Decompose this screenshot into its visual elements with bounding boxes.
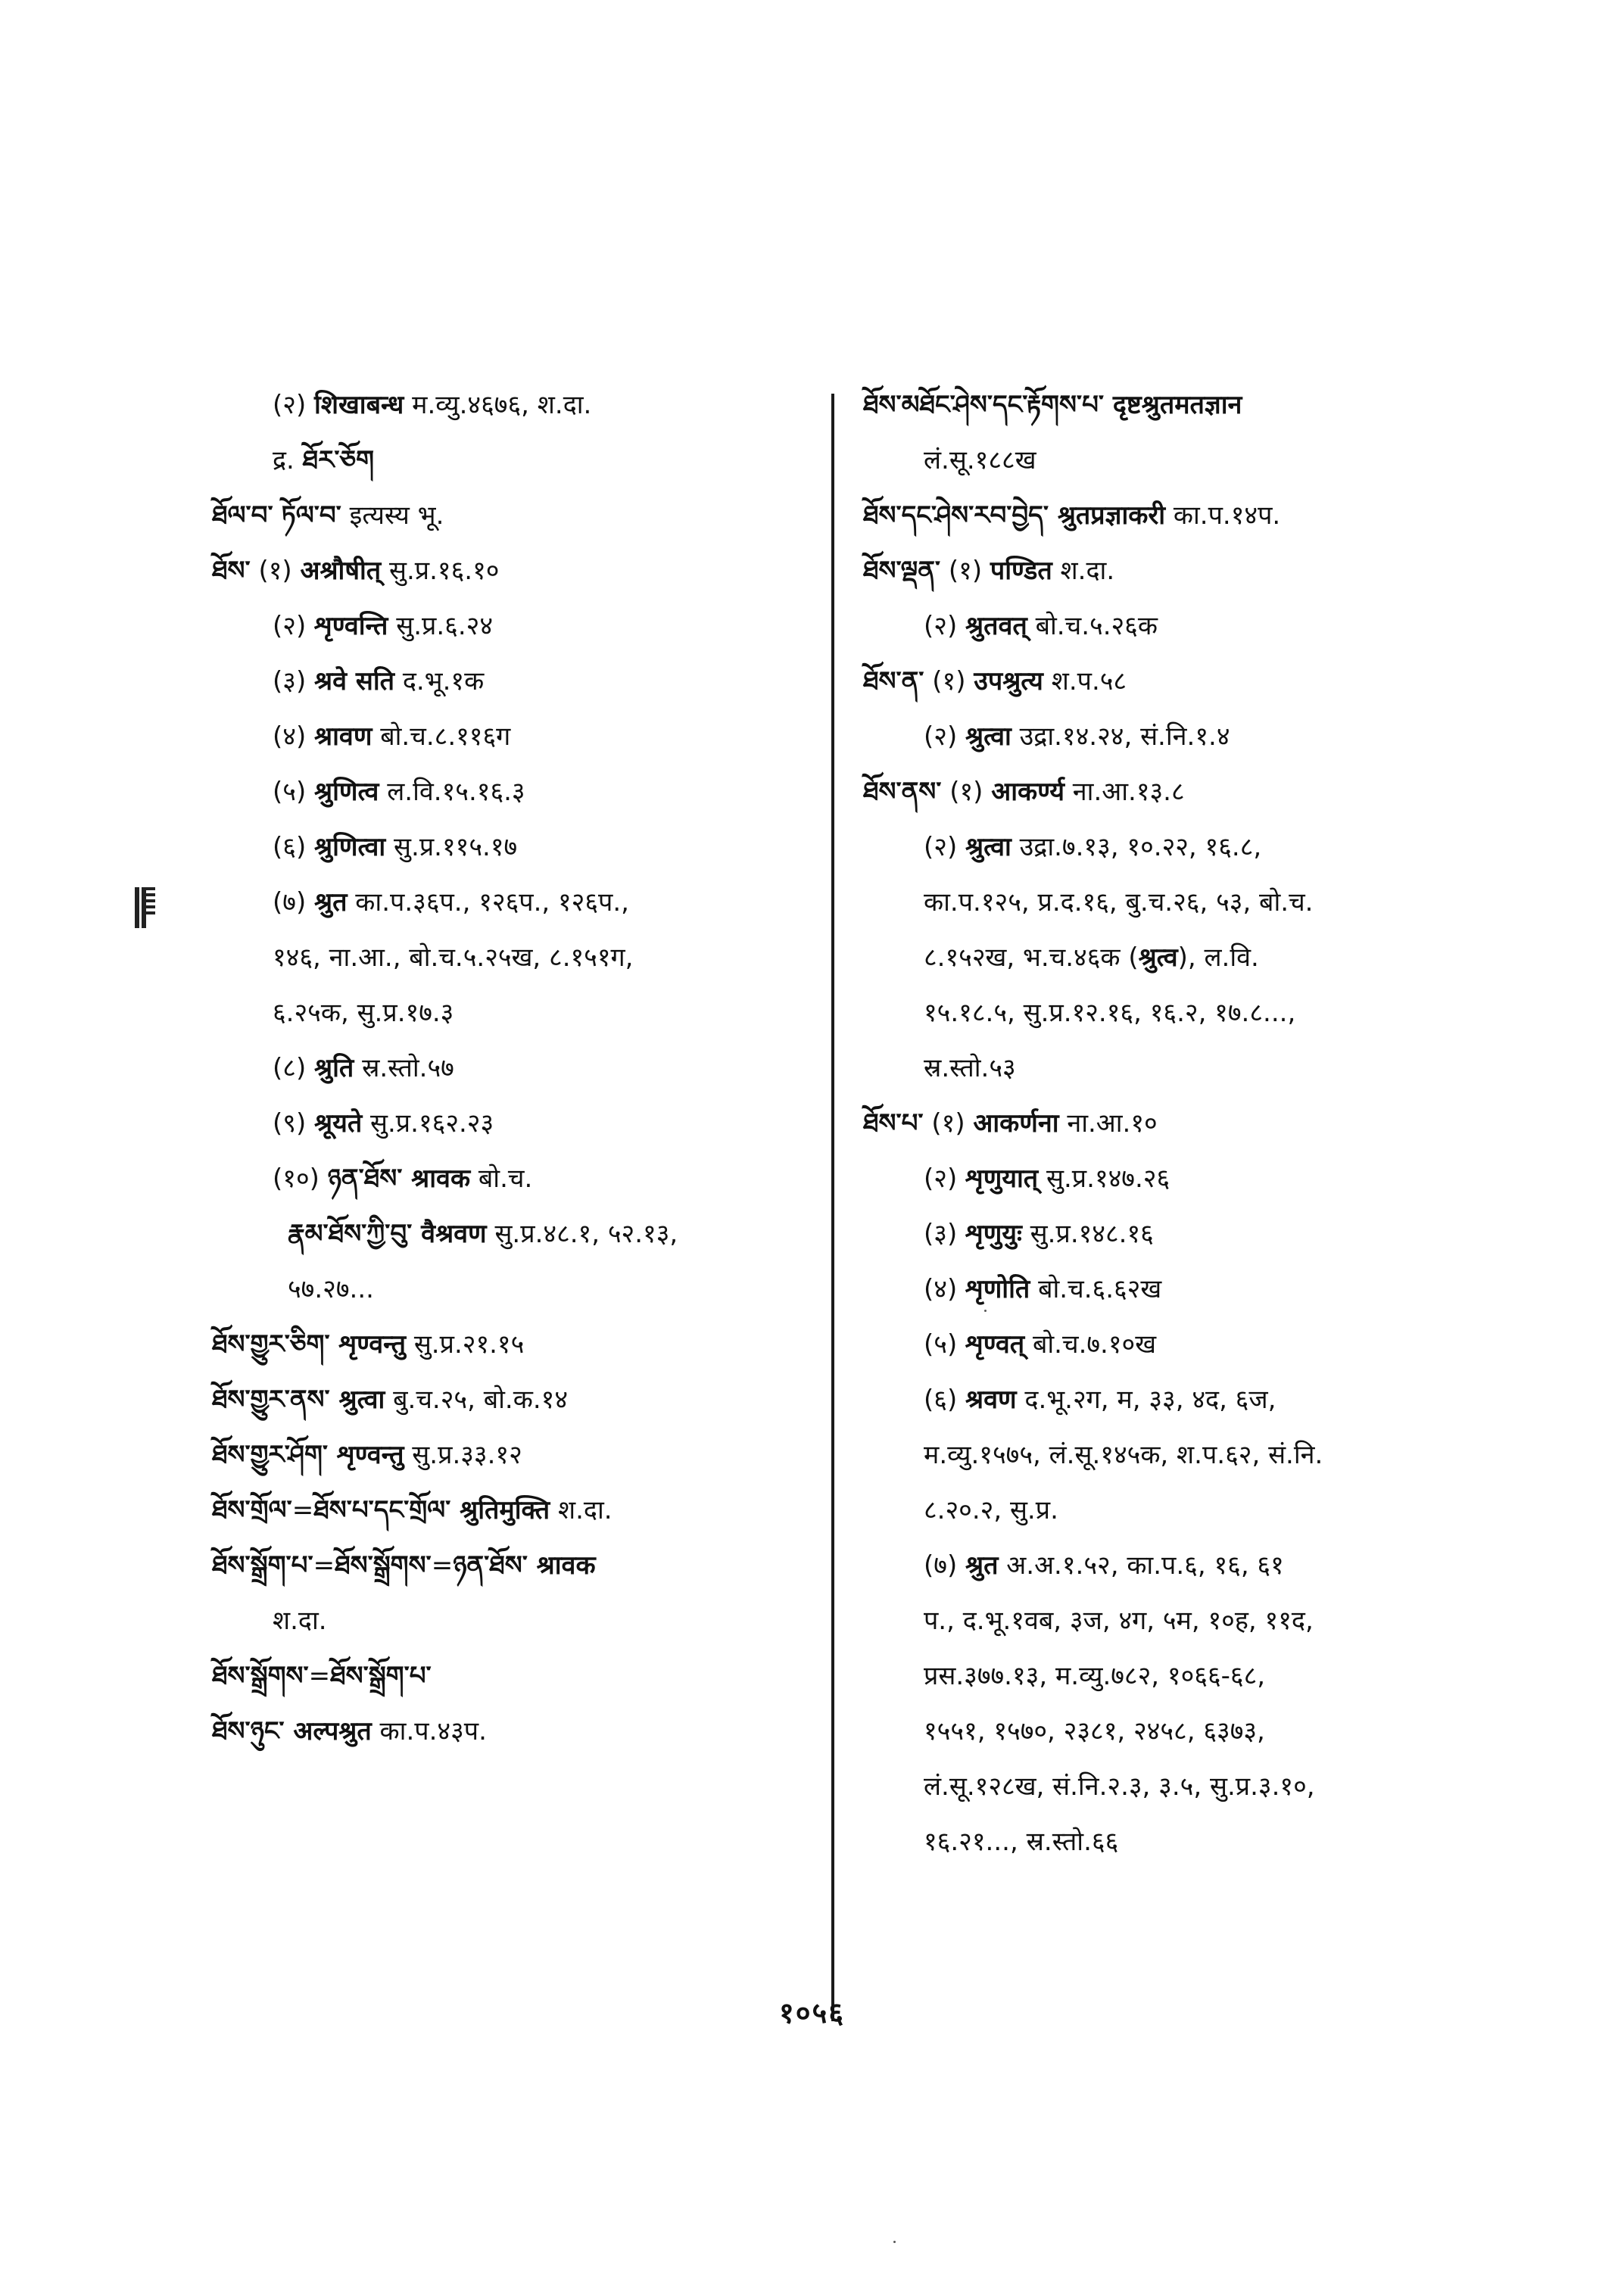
dictionary-entry-line xyxy=(863,1104,1454,1142)
tibetan-headword: ཐོས་གྱུར་ནས་ xyxy=(212,1385,330,1415)
dictionary-entry-line xyxy=(212,1381,810,1419)
tibetan-headword: ཐོས་གྲོལ་ xyxy=(212,1495,292,1525)
reference-text: श.प.५८ xyxy=(1043,666,1127,696)
sanskrit-equivalent: अश्रौषीत् xyxy=(300,556,382,586)
reference-text: (१) xyxy=(250,556,301,586)
reference-text: लं.सू.१२८ख, सं.नि.२.३, ३.५, सु.प्र.३.१०, xyxy=(924,1771,1315,1802)
sanskrit-equivalent: श्रावण xyxy=(314,721,372,752)
sanskrit-equivalent: वैश्रवण xyxy=(412,1219,487,1249)
sanskrit-equivalent: श्रुतप्रज्ञाकरी xyxy=(1049,500,1166,531)
reference-text: (१) xyxy=(940,556,990,586)
reference-text: (२) xyxy=(273,390,315,420)
sanskrit-equivalent: शृण्वत् xyxy=(965,1329,1025,1360)
column-divider xyxy=(831,394,834,2021)
dictionary-entry-line xyxy=(863,1547,1454,1584)
sanskrit-equivalent: श्रुत्वा xyxy=(965,721,1011,752)
reference-text: ५७.२७... xyxy=(288,1274,374,1304)
sanskrit-equivalent: श्रूयते xyxy=(314,1108,363,1139)
dictionary-entry-line xyxy=(863,1049,1454,1087)
reference-text: १४६, ना.आ., बो.च.५.२५ख, ८.१५१ग, xyxy=(273,942,634,973)
reference-text: (५) xyxy=(924,1329,966,1360)
dictionary-entry-line xyxy=(863,718,1454,756)
dictionary-entry-line xyxy=(212,441,810,479)
sanskrit-equivalent: श्रुणित्व xyxy=(314,777,379,807)
sanskrit-equivalent: शिखाबन्ध xyxy=(314,390,404,420)
reference-text: ), ल.वि. xyxy=(1177,942,1259,973)
reference-text: ८.२०.२, सु.प्र. xyxy=(924,1495,1058,1525)
sanskrit-equivalent: श्रुति xyxy=(314,1053,354,1083)
tibetan-headword: ཐོས་ལྡན་ xyxy=(863,556,941,586)
dictionary-entry-line xyxy=(212,1657,810,1695)
reference-text: (२) xyxy=(924,1164,966,1194)
dictionary-entry-line xyxy=(863,1602,1454,1640)
speck xyxy=(984,1310,987,1312)
reference-text: बु.च.२५, बो.क.१४ xyxy=(385,1385,569,1415)
dictionary-entry-line xyxy=(863,1436,1454,1474)
dictionary-entry-line xyxy=(212,773,810,811)
dictionary-entry-line xyxy=(863,386,1454,424)
reference-text: बो.च. xyxy=(470,1164,533,1194)
dictionary-entry-line xyxy=(212,939,810,977)
reference-text: प्रस.३७७.१३, म.व्यु.७८२, १०६६-६८, xyxy=(924,1661,1266,1691)
dictionary-entry-line xyxy=(863,994,1454,1032)
tibetan-headword: ཏོལ་བ་ xyxy=(281,500,341,531)
dictionary-entry-line xyxy=(212,1215,810,1253)
sanskrit-equivalent: श्रुतिमुक्ति xyxy=(450,1495,550,1525)
dictionary-entry-line xyxy=(212,1602,810,1640)
dictionary-entry-line xyxy=(863,1768,1454,1805)
reference-text: सु.प्र.४८.१, ५२.१३, xyxy=(486,1219,678,1249)
sanskrit-equivalent: शृण्वन्ति xyxy=(314,611,388,641)
dictionary-entry-line xyxy=(863,1270,1454,1308)
reference-text: (४) xyxy=(273,721,315,752)
reference-text: सु.प्र.१४७.२६ xyxy=(1038,1164,1170,1194)
reference-text: (३) xyxy=(924,1219,966,1249)
reference-text: ना.आ.१० xyxy=(1058,1108,1158,1139)
dictionary-entry-line xyxy=(863,1712,1454,1750)
sanskrit-equivalent: श्रुणित्वा xyxy=(314,832,386,862)
reference-text: बो.च.६.६२ख xyxy=(1030,1274,1162,1304)
tibetan-headword: ཉན་ཐོས་ xyxy=(327,1164,403,1194)
reference-text: (१) xyxy=(941,777,992,807)
reference-text: का.प.३६प., १२६प., १२६प., xyxy=(347,887,629,918)
reference-text: बो.च.८.११६ग xyxy=(372,721,511,752)
reference-text: (७) xyxy=(924,1550,966,1581)
reference-text: सु.प्र.११५.१७ xyxy=(385,832,518,862)
tibetan-headword: ཐོས་སྒྲོགས་ xyxy=(212,1661,309,1691)
sanskrit-equivalent: आकर्ण्य xyxy=(991,777,1064,807)
speck xyxy=(893,2241,896,2243)
dictionary-entry-line xyxy=(212,1436,810,1474)
reference-text: = xyxy=(291,1495,314,1525)
dictionary-entry-line xyxy=(212,1104,810,1142)
reference-text: (१०) xyxy=(273,1164,328,1194)
tibetan-headword: ཐོས་ཉུང་ xyxy=(212,1716,285,1746)
sanskrit-equivalent: श्रुतवत् xyxy=(965,611,1027,641)
dictionary-entry-line xyxy=(863,662,1454,700)
reference-text: ल.वि.१५.१६.३ xyxy=(379,777,525,807)
reference-text: सु.प्र.१४८.१६ xyxy=(1021,1219,1154,1249)
tibetan-headword: ཐོས་ xyxy=(212,556,251,586)
reference-text: द्र. xyxy=(273,445,303,475)
reference-text: श.दा. xyxy=(273,1606,327,1636)
tibetan-headword: ཐོས་དང་ཤེས་རབ་བྱེད་ xyxy=(863,500,1049,531)
dictionary-entry-line xyxy=(212,552,810,590)
sanskrit-equivalent: श्रुत xyxy=(965,1550,999,1581)
dictionary-entry-line xyxy=(863,1326,1454,1363)
dictionary-entry-line xyxy=(212,386,810,424)
reference-text: ६.२५क, सु.प्र.१७.३ xyxy=(273,998,454,1028)
reference-text: अ.अ.१.५२, का.प.६, १६, ६१ xyxy=(998,1550,1284,1581)
tibetan-headword: ཐོར་ཅོག xyxy=(302,445,375,475)
tibetan-headword: ཐོས་སྒྲོག་པ་ xyxy=(330,1661,432,1691)
reference-text: (८) xyxy=(273,1053,315,1083)
reference-text: (२) xyxy=(924,611,966,641)
dictionary-entry-line xyxy=(863,1823,1454,1861)
dictionary-entry-line xyxy=(863,828,1454,866)
sanskrit-equivalent: शृणोति xyxy=(965,1274,1030,1304)
reference-text: का.प.१४प. xyxy=(1165,500,1281,531)
reference-text: (५) xyxy=(273,777,315,807)
tibetan-headword: ཐོས་པ་དང་གྲོལ་ xyxy=(313,1495,451,1525)
dictionary-entry-line xyxy=(863,607,1454,645)
tibetan-headword: ཐོས་ན་ xyxy=(863,666,924,696)
reference-text: (६) xyxy=(273,832,315,862)
reference-text: (२) xyxy=(924,721,966,752)
reference-text: प., द.भू.१वब, ३ज, ४ग, ५म, १०ह, ११द, xyxy=(924,1606,1314,1636)
reference-text: (६) xyxy=(924,1385,966,1415)
sanskrit-equivalent: शृणुयुः xyxy=(965,1219,1022,1249)
dictionary-entry-line xyxy=(212,1326,810,1363)
reference-text: ८.१५२ख, भ.च.४६क ( xyxy=(924,942,1139,973)
left-column xyxy=(212,386,810,1768)
reference-text: द.भू.२ग, म, ३३, ४द, ६ज, xyxy=(1016,1385,1276,1415)
reference-text: (९) xyxy=(273,1108,315,1139)
dictionary-entry-line xyxy=(212,1049,810,1087)
tibetan-headword: ཐོལ་བ་ xyxy=(212,500,273,531)
reference-text: स्र.स्तो.५७ xyxy=(354,1053,454,1083)
reference-text: = xyxy=(313,1550,335,1581)
sanskrit-equivalent: श्रुत्वा xyxy=(965,832,1011,862)
reference-text: द.भू.१क xyxy=(394,666,485,696)
sanskrit-equivalent: श्रुत्व xyxy=(1138,942,1178,973)
margin-mark-icon xyxy=(135,887,156,928)
dictionary-entry-line xyxy=(212,883,810,921)
tibetan-headword: ཐོས་ནས་ xyxy=(863,777,942,807)
tibetan-headword: རྣམ་ཐོས་ཀྱི་བུ་ xyxy=(288,1219,413,1249)
reference-text: (७) xyxy=(273,887,315,918)
sanskrit-equivalent: दृष्टश्रुतमतज्ञान xyxy=(1104,390,1242,420)
reference-text: १५५१, १५७०, २३८१, २४५८, ६३७३, xyxy=(924,1716,1265,1746)
reference-text: सु.प्र.३३.१२ xyxy=(404,1440,522,1470)
reference-text: ना.आ.१३.८ xyxy=(1064,777,1185,807)
reference-text: बो.च.७.१०ख xyxy=(1024,1329,1157,1360)
page-number: १०५६ xyxy=(778,1996,846,2030)
sanskrit-equivalent: श्रावक xyxy=(402,1164,471,1194)
dictionary-entry-line xyxy=(212,1491,810,1529)
tibetan-headword: ཐོས་པ་ xyxy=(863,1108,924,1139)
sanskrit-equivalent: पण्डित xyxy=(990,556,1052,586)
reference-text: उद्रा.७.१३, १०.२२, १६.८, xyxy=(1011,832,1262,862)
sanskrit-equivalent: श्रावक xyxy=(527,1550,596,1581)
reference-text xyxy=(273,500,282,531)
sanskrit-equivalent: शृणुयात् xyxy=(965,1164,1039,1194)
reference-text: (१) xyxy=(923,1108,974,1139)
tibetan-headword: ཐོས་གྱུར་ཤོག་ xyxy=(212,1440,329,1470)
reference-text: १६.२१..., स्र.स्तो.६६ xyxy=(924,1827,1119,1857)
tibetan-headword: ཐོས་མཐོང་ཤེས་དང་རྟོགས་པ་ xyxy=(863,390,1105,420)
reference-text: बो.च.५.२६क xyxy=(1027,611,1158,641)
reference-text: सु.प्र.२१.१५ xyxy=(406,1329,525,1360)
dictionary-entry-line xyxy=(212,828,810,866)
sanskrit-equivalent: शृण्वन्तु xyxy=(328,1440,404,1470)
dictionary-entry-line xyxy=(212,718,810,756)
dictionary-entry-line xyxy=(863,1491,1454,1529)
reference-text: (४) xyxy=(924,1274,966,1304)
sanskrit-equivalent: उपश्रुत्य xyxy=(974,666,1043,696)
dictionary-entry-line xyxy=(863,773,1454,811)
reference-text: (२) xyxy=(273,611,315,641)
reference-text: सु.प्र.६.२४ xyxy=(388,611,494,641)
dictionary-entry-line xyxy=(863,1215,1454,1253)
dictionary-entry-line xyxy=(863,939,1454,977)
reference-text: इत्यस्य भू. xyxy=(341,500,444,531)
dictionary-entry-line xyxy=(863,497,1454,534)
dictionary-entry-line xyxy=(212,994,810,1032)
dictionary-entry-line xyxy=(863,1657,1454,1695)
reference-text: स्र.स्तो.५३ xyxy=(924,1053,1016,1083)
dictionary-entry-line xyxy=(212,1160,810,1198)
sanskrit-equivalent: श्रुत्वा xyxy=(329,1385,385,1415)
dictionary-entry-line xyxy=(863,1381,1454,1419)
reference-text: श.दा. xyxy=(1052,556,1115,586)
dictionary-entry-line xyxy=(212,1712,810,1750)
reference-text: (३) xyxy=(273,666,315,696)
tibetan-headword: ཐོས་སྒྲོགས་ xyxy=(335,1550,432,1581)
reference-text: लं.सू.१८८ख xyxy=(924,445,1036,475)
right-column xyxy=(863,386,1454,1878)
reference-text: का.प.१२५, प्र.द.१६, बु.च.२६, ५३, बो.च. xyxy=(924,887,1314,918)
tibetan-headword: ཐོས་སྒྲོག་པ་ xyxy=(212,1550,313,1581)
dictionary-entry-line xyxy=(212,1270,810,1308)
reference-text: का.प.४३प. xyxy=(371,1716,487,1746)
reference-text: सु.प्र.१६२.२३ xyxy=(362,1108,494,1139)
reference-text: (१) xyxy=(924,666,974,696)
reference-text: सु.प्र.१६.१० xyxy=(381,556,500,586)
reference-text: म.व्यु.४६७६, श.दा. xyxy=(404,390,592,420)
dictionary-entry-line xyxy=(863,883,1454,921)
dictionary-entry-line xyxy=(863,1160,1454,1198)
reference-text: = xyxy=(431,1550,454,1581)
reference-text: म.व्यु.१५७५, लं.सू.१४५क, श.प.६२, सं.नि. xyxy=(924,1440,1323,1470)
dictionary-entry-line xyxy=(212,1547,810,1584)
reference-text: १५.१८.५, सु.प्र.१२.१६, १६.२, १७.८..., xyxy=(924,998,1296,1028)
reference-text: उद्रा.१४.२४, सं.नि.१.४ xyxy=(1011,721,1230,752)
sanskrit-equivalent: शृण्वन्तु xyxy=(329,1329,407,1360)
reference-text: (२) xyxy=(924,832,966,862)
sanskrit-equivalent: आकर्णना xyxy=(973,1108,1059,1139)
sanskrit-equivalent: श्रुत xyxy=(314,887,348,918)
reference-text: = xyxy=(308,1661,331,1691)
sanskrit-equivalent: अल्पश्रुत xyxy=(284,1716,372,1746)
reference-text: श.दा. xyxy=(550,1495,613,1525)
sanskrit-equivalent: श्रवण xyxy=(965,1385,1017,1415)
tibetan-headword: ཉན་ཐོས་ xyxy=(453,1550,528,1581)
dictionary-entry-line xyxy=(212,497,810,534)
dictionary-entry-line xyxy=(863,441,1454,479)
sanskrit-equivalent: श्रवे सति xyxy=(314,666,395,696)
dictionary-entry-line xyxy=(863,552,1454,590)
tibetan-headword: ཐོས་གྱུར་ཅིག་ xyxy=(212,1329,330,1360)
dictionary-entry-line xyxy=(212,607,810,645)
dictionary-entry-line xyxy=(212,662,810,700)
